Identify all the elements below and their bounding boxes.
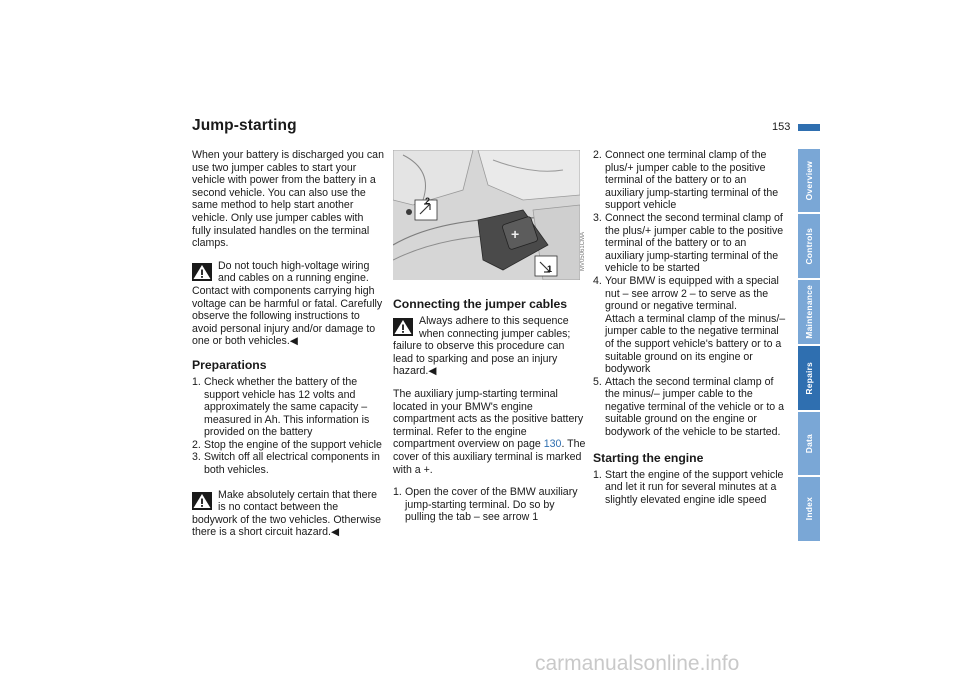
list-item: 1. Check whether the battery of the support vehicle has 12 volts and approximately the same capacity – measured in Ah. This information is provided on the battery [192,375,370,439]
tab-overview[interactable]: Overview [798,149,820,212]
page-reference-link[interactable]: 130 [543,438,562,451]
warning-text: when connecting jumper cables; failure to observe this procedure can lead to sparking and pose an injury hazard.◀ [393,327,571,378]
list-item: 3. Connect the second terminal clamp of the plus/+ jumper cable to the positive terminal of the battery or to an auxiliary jump-starting terminal of the vehicle to be started [593,211,784,275]
intro-paragraph: When your battery is discharged you can use two jumper cables to start your vehicle with power from the battery in a second vehicle. You can also use the same method to help start another vehicle. Only use jumper cables with fully insulated handles on the terminal clamps. [192,149,384,250]
tab-index[interactable]: Index [798,477,820,541]
tab-data[interactable]: Data [798,412,820,475]
warning-first-line: Do not touch high-voltage wiring [218,259,370,272]
page-marker-bar [798,124,820,131]
list-item: 5. Attach the second terminal clamp of the minus/– jumper cable to the negative terminal of the vehicle or to a suitable ground on the engine or bodywork of the vehicle to be started. [593,375,785,439]
list-item: 3. Switch off all electrical components in both vehicles. [192,451,380,477]
warning-short-circuit [192,489,384,539]
connecting-steps-continued [593,149,786,439]
column-middle [393,295,587,532]
warning-triangle-icon [192,492,212,510]
tab-maintenance[interactable]: Maintenance [798,280,820,344]
warning-first-line: Always adhere to this sequence [419,315,569,327]
section-tabs [798,149,820,543]
plus-marking: + [511,226,520,242]
auxiliary-terminal-paragraph: The auxiliary jump-starting terminal located in your BMW's engine compartment acts as the positive battery terminal. Refer to the engine compartment overview on page 130. The cover of this auxiliary terminal is marked with a +. [393,387,586,476]
footer-watermark: carmanualsonline.info [535,652,740,675]
preparations-list [192,376,384,477]
tab-repairs[interactable]: Repairs [798,346,820,410]
page-number: 153 [772,121,791,133]
warning-high-voltage [192,260,384,348]
warning-text: is no contact between the bodywork of the two vehicles. Otherwise there is a short circuit hazard.◀ [192,501,382,539]
tab-controls[interactable]: Controls [798,214,820,278]
column-right [593,149,786,514]
preparations-heading: Preparations [192,357,267,372]
warning-text: and cables on a running engine. Contact with components carrying high voltage can be harmful or fatal. Carefully observe the following instructions to avoid personal injury and/or damage to one or both vehicles.◀ [192,272,383,348]
starting-steps-list [593,469,786,507]
list-item: 2. Stop the engine of the support vehicle [192,438,382,451]
warning-triangle-icon [192,263,212,281]
list-item: 4. Your BMW is equipped with a special nut – see arrow 2 – to serve as the ground or negative terminal. Attach a terminal clamp of the minus/– jumper cable to the negative terminal of the support vehicle's battery or to a suitable ground on its engine or bodywork [593,274,786,376]
list-item: 2. Connect one terminal clamp of the plus/+ jumper cable to the positive terminal of the battery or to an auxiliary jump-starting terminal of the support vehicle [593,149,779,212]
arrow-label-1: 1 [547,264,553,274]
arrow-label-2: 2 [425,196,431,206]
engine-compartment-photo [393,150,580,280]
warning-first-line: Make absolutely certain that there [218,488,377,501]
column-left [192,149,384,549]
warning-sequence [393,315,587,378]
starting-engine-heading: Starting the engine [593,450,704,465]
page-title: Jump-starting [192,117,297,134]
connecting-heading: Connecting the jumper cables [393,297,568,311]
list-item: 1. Open the cover of the BMW auxiliary jump-starting terminal. Do so by pulling the tab – see arrow 1 [393,486,578,524]
warning-triangle-icon [393,318,413,336]
connecting-steps-list [393,486,587,524]
list-item: 1. Start the engine of the support vehicle and let it run for several minutes at a slightly elevated engine idle speed [593,468,784,506]
image-reference-code: MV05061CMA [580,232,586,272]
